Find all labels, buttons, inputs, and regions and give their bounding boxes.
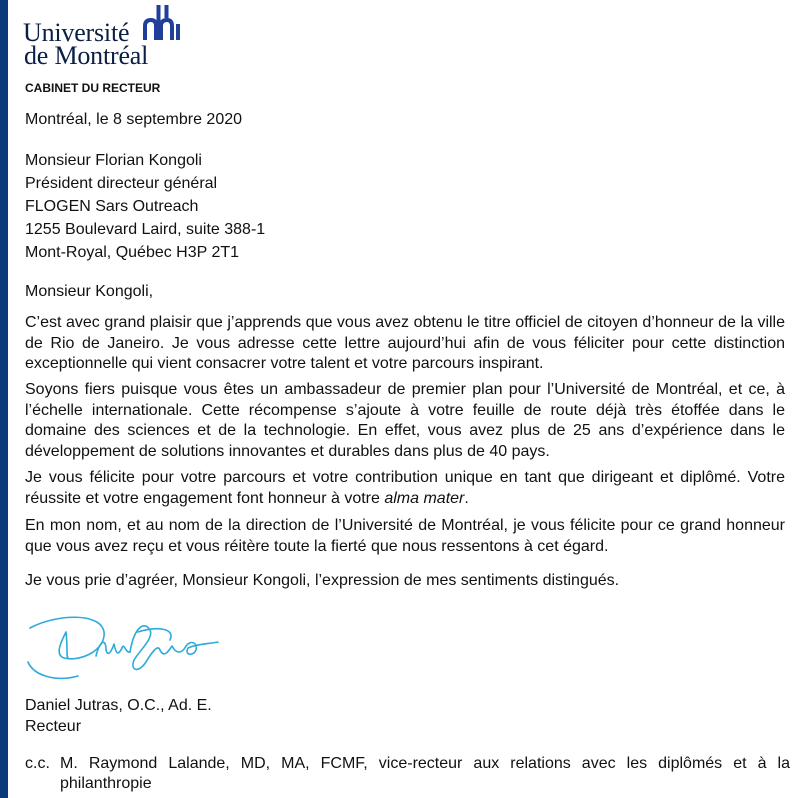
cc-label: c.c.: [25, 755, 50, 772]
paragraph-1: C’est avec grand plaisir que j’apprends que vous avez obtenu le titre officiel de citoyen d’honneur de la ville de Rio de Janeiro. Je vous adresse cette lettre aujourd’hui afin de vous féliciter pour cette distinction exceptionnelle qui vient consacrer votre talent et votre parcours inspirant.: [25, 314, 785, 372]
recipient-city: Mont-Royal, Québec H3P 2T1: [25, 244, 240, 261]
recipient-address: [25, 149, 265, 264]
paragraph-4: En mon nom, et au nom de la direction de l’Université de Montréal, je vous félicite pour ce grand honneur que vous avez reçu et vous réitère toute la fierté que nous ressentons à cet égard.: [25, 517, 785, 555]
cc-recipient: M. Raymond Lalande, MD, MA, FCMF, vice-recteur aux relations avec les diplômés et à la philanthropie: [60, 755, 790, 792]
signer-title: Recteur: [25, 718, 82, 735]
paragraph-3-italic: alma mater: [384, 489, 465, 507]
university-logo: [23, 4, 193, 70]
brand-side-bar: [0, 0, 8, 798]
paragraph-3: [25, 468, 785, 509]
logo-text-universite: Université: [23, 18, 130, 47]
cabinet-heading: CABINET DU RECTEUR: [25, 81, 161, 95]
signer-name: Daniel Jutras, O.C., Ad. E.: [25, 697, 212, 714]
recipient-title: Président directeur général: [25, 175, 218, 192]
signer-block: [25, 695, 212, 737]
udem-columns-icon: [141, 4, 181, 42]
closing-formula: Je vous prie d’agréer, Monsieur Kongoli, l’expression de mes sentiments distingués.: [25, 572, 620, 589]
handwritten-signature: [26, 610, 226, 685]
salutation: Monsieur Kongoli,: [25, 283, 154, 300]
carbon-copy: [25, 754, 790, 794]
recipient-street: 1255 Boulevard Laird, suite 388-1: [25, 221, 266, 238]
paragraph-2: Soyons fiers puisque vous êtes un ambassadeur de premier plan pour l’Université de Montréal, et ce, à l’échelle internationale. Cette récompense s’ajoute à votre feuille de route déjà très étoffée dans le domaine des sciences et de la technologie. En effet, vous avez plus de 25 ans d’expérience dans le développement de solutions innovantes et durables dans plus de 40 pays.: [25, 381, 785, 460]
letter-date: Montréal, le 8 septembre 2020: [25, 111, 243, 128]
recipient-name: Monsieur Florian Kongoli: [25, 152, 202, 169]
paragraph-3-text: Je vous félicite pour votre parcours et votre contribution unique en tant que dirigeant et diplômé. Votre réussite et votre engagement font honneur à votre: [25, 469, 785, 507]
paragraph-3-end: .: [464, 489, 469, 507]
logo-text-montreal: de Montréal: [24, 41, 149, 70]
recipient-organization: FLOGEN Sars Outreach: [25, 198, 199, 215]
